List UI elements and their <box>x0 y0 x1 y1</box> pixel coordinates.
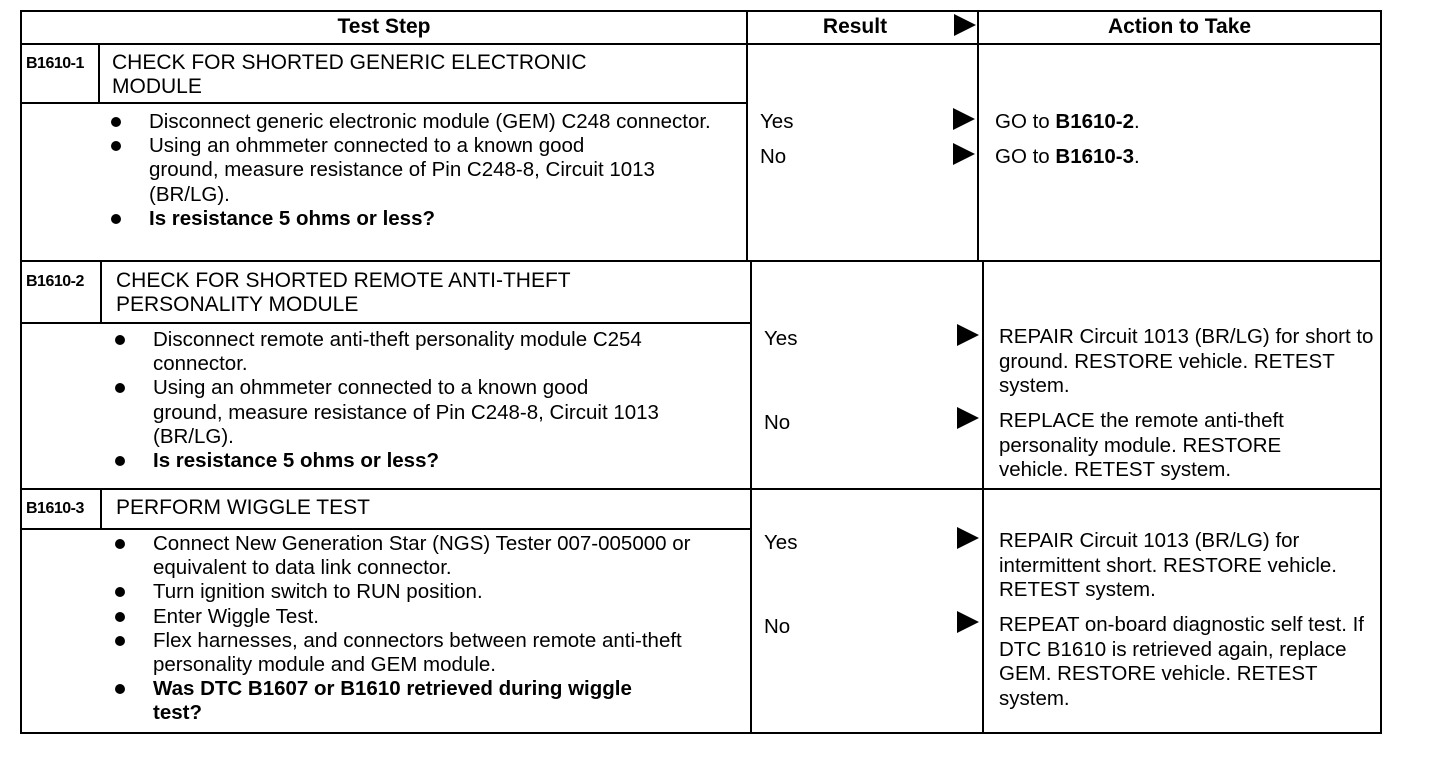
arrow-icon <box>957 407 979 429</box>
result-yes: Yes <box>764 327 798 350</box>
step1-title-bottom <box>20 102 748 104</box>
bullet-item: Connect New Generation Star (NGS) Tester 007-005000 or equivalent to data link connector. <box>112 532 732 580</box>
action-col-border-2 <box>982 260 984 734</box>
step-procedure <box>112 532 732 726</box>
step1-bottom-border <box>20 260 1382 262</box>
action-col-border-1 <box>977 10 979 262</box>
step-id: B1610-3 <box>26 500 84 517</box>
action-text: GO to <box>995 110 1056 133</box>
step-title: CHECK FOR SHORTED REMOTE ANTI-THEFT PERSONALITY MODULE <box>116 269 571 316</box>
step3-id-divider <box>100 488 102 530</box>
step3-title-bottom <box>20 528 752 530</box>
bullet-item: Using an ohmmeter connected to a known good ground, measure resistance of Pin C248-8, Circuit 1013 (BR/LG). <box>108 134 728 207</box>
action-no: REPLACE the remote anti-theft personality module. RESTORE vehicle. RETEST system. <box>999 409 1284 481</box>
action-no: GO to B1610-3. <box>995 145 1140 168</box>
result-yes: Yes <box>764 531 798 554</box>
header-test-step: Test Step <box>337 15 431 38</box>
arrow-icon <box>957 527 979 549</box>
arrow-icon <box>957 324 979 346</box>
bullet-question: Is resistance 5 ohms or less? <box>112 449 712 473</box>
result-col-border-2 <box>750 260 752 734</box>
table-right-border <box>1380 10 1382 734</box>
header-result: Result <box>822 15 888 38</box>
step2-title-bottom <box>20 322 752 324</box>
step-link[interactable]: B1610-2 <box>1055 110 1135 133</box>
step1-id-divider <box>98 43 100 104</box>
table-left-border <box>20 10 22 734</box>
result-yes: Yes <box>760 110 794 133</box>
bullet-item: Disconnect generic electronic module (GEM) C248 connector. <box>108 110 728 134</box>
arrow-icon <box>957 611 979 633</box>
step-id: B1610-1 <box>26 55 84 72</box>
step-id: B1610-2 <box>26 273 84 290</box>
action-yes: GO to B1610-2. <box>995 110 1140 133</box>
step-title: CHECK FOR SHORTED GENERIC ELECTRONIC MODULE <box>112 51 587 98</box>
arrow-icon <box>953 143 975 165</box>
bullet-item: Using an ohmmeter connected to a known good ground, measure resistance of Pin C248-8, Circuit 1013 (BR/LG). <box>112 376 712 449</box>
header-arrow-icon <box>954 14 976 36</box>
result-no: No <box>760 145 787 168</box>
step-procedure <box>108 110 728 231</box>
action-text: GO to <box>995 145 1056 168</box>
action-yes: REPAIR Circuit 1013 (BR/LG) for intermittent short. RESTORE vehicle. RETEST system. <box>999 529 1337 601</box>
step-link[interactable]: B1610-3 <box>1055 145 1135 168</box>
header-action: Action to Take <box>1107 15 1252 38</box>
action-no: REPEAT on-board diagnostic self test. If DTC B1610 is retrieved again, replace GEM. RESTORE vehicle. RETEST system. <box>999 613 1365 710</box>
action-yes: REPAIR Circuit 1013 (BR/LG) for short to ground. RESTORE vehicle. RETEST system. <box>999 325 1374 397</box>
bullet-item: Disconnect remote anti-theft personality module C254 connector. <box>112 328 712 376</box>
bullet-item: Enter Wiggle Test. <box>112 605 732 629</box>
step-title: PERFORM WIGGLE TEST <box>116 496 370 519</box>
step-procedure <box>112 328 712 473</box>
bullet-question: Is resistance 5 ohms or less? <box>108 207 728 231</box>
table-bottom-border <box>20 732 1382 734</box>
bullet-question: Was DTC B1607 or B1610 retrieved during wiggle test? <box>112 677 732 725</box>
arrow-icon <box>953 108 975 130</box>
bullet-item: Flex harnesses, and connectors between remote anti-theft personality module and GEM module. <box>112 629 732 677</box>
header-bottom-border <box>20 43 1382 45</box>
result-no: No <box>764 615 791 638</box>
step2-id-divider <box>100 260 102 324</box>
bullet-item: Turn ignition switch to RUN position. <box>112 580 732 604</box>
step2-bottom-border <box>20 488 1382 490</box>
result-no: No <box>764 411 791 434</box>
result-col-border-1 <box>746 10 748 262</box>
